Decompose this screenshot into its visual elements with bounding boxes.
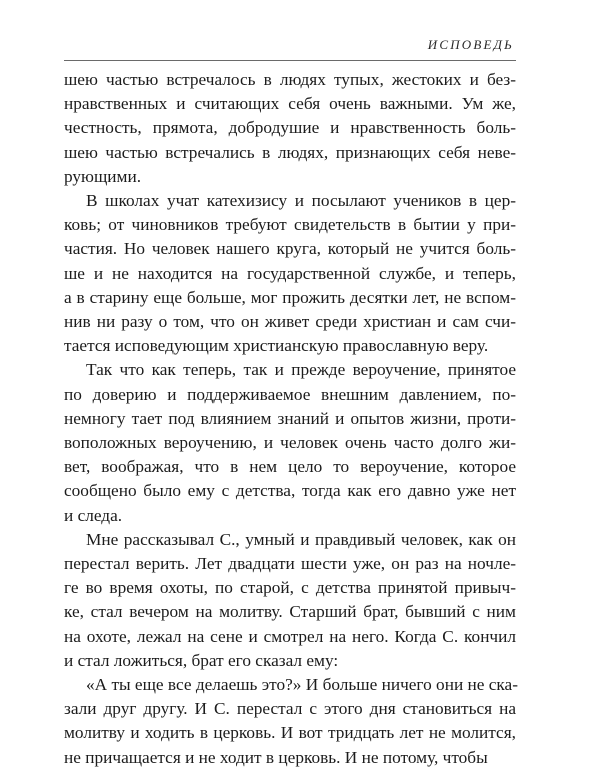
text-line: а в старину еще больше, мог прожить десятки лет, не вспом-: [64, 287, 516, 307]
text-line: честность, прямота, добродушие и нравственность боль-: [64, 118, 516, 138]
text-line: тается исповедующим христианскую православную веру.: [64, 336, 489, 356]
text-line: шею частью встречались в людях, признающих себя неве-: [64, 142, 516, 162]
text-line: немногу тает под влиянием знаний и опытов жизни, проти-: [64, 408, 516, 428]
text-line: рующими.: [64, 166, 142, 186]
paragraph: [64, 528, 516, 673]
text-line: молитву и ходить в церковь. И вот тридцать лет не молится,: [64, 723, 516, 743]
text-line: «А ты еще все делаешь это?» И больше ничего они не ска-: [86, 675, 518, 695]
text-line: нив ни разу о том, что он живет среди христиан и сам счи-: [64, 312, 516, 332]
header-rule: [64, 60, 516, 61]
text-line: ковь; от чиновников требуют свидетельств в бытии у при-: [64, 215, 516, 235]
text-line: и следа.: [64, 505, 123, 525]
text-line: В школах учат катехизису и посылают учеников в цер-: [86, 191, 516, 211]
text-line: и стал ложиться, брат его сказал ему:: [64, 650, 339, 670]
text-line: ше и не находится на государственной службе, и теперь,: [64, 263, 516, 283]
text-line: Так что как теперь, так и прежде вероучение, принятое: [86, 360, 516, 380]
text-line: частия. Но человек нашего круга, который не учится боль-: [64, 239, 516, 259]
text-line: воположных вероучению, и человек очень часто долго жи-: [64, 433, 516, 453]
text-line: вет, воображая, что в нем цело то вероучение, которое: [64, 457, 516, 477]
body-text: [64, 68, 516, 770]
paragraph: [64, 358, 516, 527]
text-line: не причащается и не ходит в церковь. И не потому, чтобы: [64, 747, 488, 767]
text-line: шею частью встречалось в людях тупых, жестоких и без-: [64, 70, 516, 89]
text-line: ке, стал вечером на молитву. Старший брат, бывший с ним: [64, 602, 516, 622]
text-line: ге во время охоты, по старой, с детства принятой привыч-: [64, 578, 516, 598]
text-line: по доверию и поддерживаемое внешним давлением, по-: [64, 384, 516, 404]
text-line: перестал верить. Лет двадцати шести уже, он раз на ночле-: [64, 554, 516, 574]
text-line: нравственных и считающих себя очень важными. Ум же,: [64, 94, 516, 114]
paragraph: [64, 673, 516, 770]
text-line: Мне рассказывал С., умный и правдивый человек, как он: [86, 529, 516, 549]
running-header: ИСПОВЕДЬ: [427, 37, 514, 52]
text-line: зали друг другу. И С. перестал с этого дня становиться на: [64, 699, 516, 719]
text-line: на охоте, лежал на сене и смотрел на него. Когда С. кончил: [64, 626, 516, 646]
text-line: сообщено было ему с детства, тогда как его давно уже нет: [64, 481, 516, 501]
paragraph: [64, 68, 516, 189]
paragraph: [64, 189, 516, 358]
